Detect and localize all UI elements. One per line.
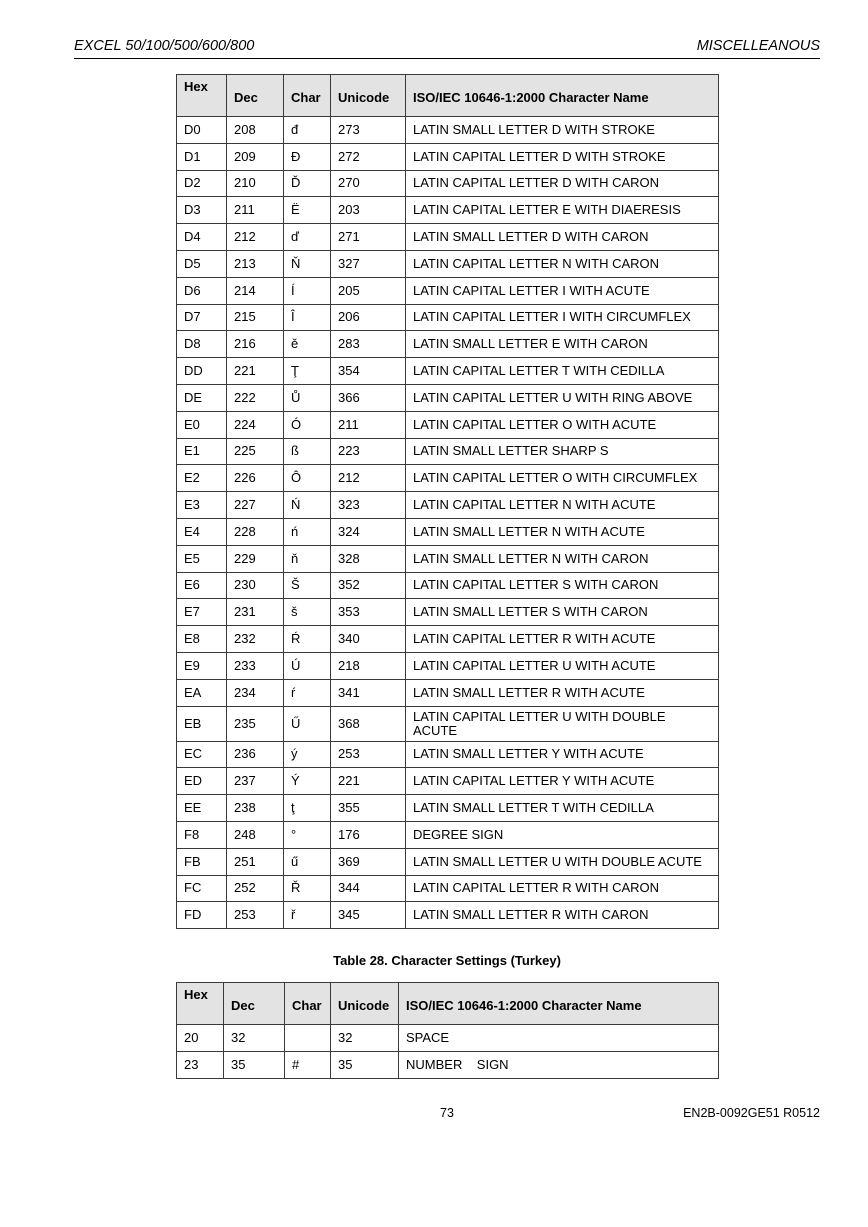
cell-char: Ř	[284, 875, 331, 902]
cell-char: Ů	[284, 384, 331, 411]
cell-unicode: 205	[331, 277, 406, 304]
table-row	[177, 848, 719, 875]
cell-char: Ý	[284, 768, 331, 795]
cell-unicode: 352	[331, 572, 406, 599]
cell-unicode: 273	[331, 117, 406, 144]
cell-dec: 227	[227, 492, 284, 519]
cell-name: LATIN CAPITAL LETTER S WITH CARON	[406, 572, 719, 599]
cell-unicode: 218	[331, 652, 406, 679]
cell-name: LATIN SMALL LETTER Y WITH ACUTE	[406, 741, 719, 768]
cell-char: Ŕ	[284, 626, 331, 653]
cell-unicode: 341	[331, 679, 406, 706]
cell-unicode: 272	[331, 143, 406, 170]
table-row	[177, 1052, 719, 1079]
table-row	[177, 652, 719, 679]
col-header-name: ISO/IEC 10646-1:2000 Character Name	[406, 75, 719, 117]
table-row	[177, 902, 719, 929]
cell-dec: 232	[227, 626, 284, 653]
cell-unicode: 345	[331, 902, 406, 929]
cell-name: DEGREE SIGN	[406, 821, 719, 848]
character-table-turkey	[176, 982, 719, 1079]
cell-name: LATIN CAPITAL LETTER R WITH ACUTE	[406, 626, 719, 653]
cell-char: Í	[284, 277, 331, 304]
cell-name: LATIN SMALL LETTER N WITH ACUTE	[406, 518, 719, 545]
table-row	[177, 438, 719, 465]
cell-unicode: 366	[331, 384, 406, 411]
cell-hex: D6	[177, 277, 227, 304]
cell-unicode: 253	[331, 741, 406, 768]
cell-char: #	[285, 1052, 331, 1079]
cell-char: Ú	[284, 652, 331, 679]
table-row	[177, 411, 719, 438]
cell-dec: 210	[227, 170, 284, 197]
cell-dec: 224	[227, 411, 284, 438]
col-header-char: Char	[285, 983, 331, 1025]
table-row	[177, 465, 719, 492]
cell-unicode: 211	[331, 411, 406, 438]
cell-dec: 228	[227, 518, 284, 545]
cell-name: LATIN CAPITAL LETTER N WITH ACUTE	[406, 492, 719, 519]
cell-hex: FB	[177, 848, 227, 875]
cell-char: ß	[284, 438, 331, 465]
cell-name: LATIN CAPITAL LETTER D WITH CARON	[406, 170, 719, 197]
cell-char: °	[284, 821, 331, 848]
cell-dec: 212	[227, 224, 284, 251]
cell-hex: D1	[177, 143, 227, 170]
cell-name: LATIN CAPITAL LETTER T WITH CEDILLA	[406, 358, 719, 385]
cell-name: LATIN CAPITAL LETTER O WITH CIRCUMFLEX	[406, 465, 719, 492]
cell-name: LATIN CAPITAL LETTER I WITH CIRCUMFLEX	[406, 304, 719, 331]
table-row	[177, 572, 719, 599]
character-table-1	[176, 74, 719, 929]
cell-unicode: 212	[331, 465, 406, 492]
col-header-hex: Hex	[177, 983, 224, 1025]
page-header	[74, 36, 820, 59]
cell-hex: EE	[177, 795, 227, 822]
cell-dec: 231	[227, 599, 284, 626]
cell-hex: E8	[177, 626, 227, 653]
cell-unicode: 354	[331, 358, 406, 385]
cell-hex: DD	[177, 358, 227, 385]
table-header-row	[177, 75, 719, 117]
cell-dec: 208	[227, 117, 284, 144]
cell-name: LATIN SMALL LETTER N WITH CARON	[406, 545, 719, 572]
table-row	[177, 250, 719, 277]
cell-hex: FC	[177, 875, 227, 902]
cell-unicode: 324	[331, 518, 406, 545]
cell-unicode: 368	[331, 706, 406, 741]
cell-unicode: 328	[331, 545, 406, 572]
cell-dec: 222	[227, 384, 284, 411]
cell-dec: 213	[227, 250, 284, 277]
cell-name: LATIN SMALL LETTER S WITH CARON	[406, 599, 719, 626]
cell-dec: 238	[227, 795, 284, 822]
table-row	[177, 277, 719, 304]
cell-unicode: 271	[331, 224, 406, 251]
cell-hex: 20	[177, 1025, 224, 1052]
cell-unicode: 344	[331, 875, 406, 902]
cell-hex: EC	[177, 741, 227, 768]
cell-unicode: 340	[331, 626, 406, 653]
cell-unicode: 369	[331, 848, 406, 875]
cell-hex: ED	[177, 768, 227, 795]
cell-name: LATIN CAPITAL LETTER U WITH DOUBLE ACUTE	[406, 706, 719, 741]
table-row	[177, 545, 719, 572]
cell-dec: 226	[227, 465, 284, 492]
header-section-title: MISCELLEANOUS	[696, 38, 820, 54]
cell-hex: EB	[177, 706, 227, 741]
cell-unicode: 32	[331, 1025, 399, 1052]
table-row	[177, 384, 719, 411]
table-row	[177, 518, 719, 545]
cell-name: NUMBER SIGN	[399, 1052, 719, 1079]
cell-dec: 237	[227, 768, 284, 795]
cell-char: ń	[284, 518, 331, 545]
cell-hex: D2	[177, 170, 227, 197]
table-row	[177, 492, 719, 519]
cell-dec: 216	[227, 331, 284, 358]
table-row	[177, 224, 719, 251]
page-number: 73	[440, 1106, 454, 1120]
cell-unicode: 203	[331, 197, 406, 224]
table-row	[177, 358, 719, 385]
cell-dec: 35	[224, 1052, 285, 1079]
table-row	[177, 143, 719, 170]
cell-hex: E7	[177, 599, 227, 626]
cell-unicode: 270	[331, 170, 406, 197]
cell-hex: D5	[177, 250, 227, 277]
cell-dec: 209	[227, 143, 284, 170]
cell-hex: E0	[177, 411, 227, 438]
cell-char: ý	[284, 741, 331, 768]
cell-name: LATIN CAPITAL LETTER E WITH DIAERESIS	[406, 197, 719, 224]
cell-hex: 23	[177, 1052, 224, 1079]
cell-char: Ď	[284, 170, 331, 197]
col-header-name: ISO/IEC 10646-1:2000 Character Name	[399, 983, 719, 1025]
cell-dec: 230	[227, 572, 284, 599]
cell-char: ţ	[284, 795, 331, 822]
cell-name: LATIN CAPITAL LETTER N WITH CARON	[406, 250, 719, 277]
cell-hex: E3	[177, 492, 227, 519]
col-header-hex: Hex	[177, 75, 227, 117]
cell-dec: 211	[227, 197, 284, 224]
cell-dec: 234	[227, 679, 284, 706]
table-row	[177, 331, 719, 358]
cell-hex: E4	[177, 518, 227, 545]
cell-hex: E6	[177, 572, 227, 599]
cell-char: Ň	[284, 250, 331, 277]
cell-dec: 235	[227, 706, 284, 741]
cell-unicode: 283	[331, 331, 406, 358]
cell-name: LATIN SMALL LETTER D WITH STROKE	[406, 117, 719, 144]
table-row	[177, 626, 719, 653]
cell-hex: E1	[177, 438, 227, 465]
table-row	[177, 768, 719, 795]
cell-char: Ó	[284, 411, 331, 438]
cell-dec: 229	[227, 545, 284, 572]
table-header-row	[177, 983, 719, 1025]
col-header-unicode: Unicode	[331, 75, 406, 117]
table-row	[177, 1025, 719, 1052]
cell-hex: E9	[177, 652, 227, 679]
col-header-dec: Dec	[227, 75, 284, 117]
table-row	[177, 197, 719, 224]
document-id: EN2B-0092GE51 R0512	[683, 1106, 820, 1120]
cell-name: LATIN CAPITAL LETTER Y WITH ACUTE	[406, 768, 719, 795]
cell-char: đ	[284, 117, 331, 144]
cell-char: ř	[284, 902, 331, 929]
cell-name: LATIN SMALL LETTER T WITH CEDILLA	[406, 795, 719, 822]
table-row	[177, 706, 719, 741]
table-row	[177, 821, 719, 848]
cell-dec: 236	[227, 741, 284, 768]
cell-char: š	[284, 599, 331, 626]
cell-dec: 214	[227, 277, 284, 304]
cell-dec: 221	[227, 358, 284, 385]
cell-char: Ë	[284, 197, 331, 224]
col-header-unicode: Unicode	[331, 983, 399, 1025]
cell-hex: D0	[177, 117, 227, 144]
cell-char: Î	[284, 304, 331, 331]
cell-name: LATIN SMALL LETTER D WITH CARON	[406, 224, 719, 251]
cell-dec: 215	[227, 304, 284, 331]
cell-hex: E2	[177, 465, 227, 492]
cell-char: Ű	[284, 706, 331, 741]
cell-char: Ţ	[284, 358, 331, 385]
table-row	[177, 875, 719, 902]
col-header-dec: Dec	[224, 983, 285, 1025]
cell-name: LATIN CAPITAL LETTER I WITH ACUTE	[406, 277, 719, 304]
table-row	[177, 304, 719, 331]
table-row	[177, 795, 719, 822]
cell-unicode: 221	[331, 768, 406, 795]
cell-unicode: 206	[331, 304, 406, 331]
cell-hex: D8	[177, 331, 227, 358]
cell-char: ď	[284, 224, 331, 251]
table-caption: Table 28. Character Settings (Turkey)	[333, 953, 561, 968]
table-row	[177, 679, 719, 706]
cell-hex: E5	[177, 545, 227, 572]
table-row	[177, 170, 719, 197]
cell-hex: D4	[177, 224, 227, 251]
cell-unicode: 176	[331, 821, 406, 848]
cell-unicode: 327	[331, 250, 406, 277]
cell-name: LATIN SMALL LETTER R WITH CARON	[406, 902, 719, 929]
cell-hex: EA	[177, 679, 227, 706]
cell-dec: 248	[227, 821, 284, 848]
cell-unicode: 353	[331, 599, 406, 626]
cell-hex: D7	[177, 304, 227, 331]
cell-char: Đ	[284, 143, 331, 170]
cell-dec: 32	[224, 1025, 285, 1052]
cell-name: LATIN CAPITAL LETTER U WITH RING ABOVE	[406, 384, 719, 411]
cell-name: LATIN CAPITAL LETTER R WITH CARON	[406, 875, 719, 902]
cell-name: LATIN CAPITAL LETTER D WITH STROKE	[406, 143, 719, 170]
cell-char: ň	[284, 545, 331, 572]
cell-name: LATIN CAPITAL LETTER O WITH ACUTE	[406, 411, 719, 438]
table-row	[177, 599, 719, 626]
cell-name: LATIN SMALL LETTER R WITH ACUTE	[406, 679, 719, 706]
table-row	[177, 741, 719, 768]
cell-name: LATIN SMALL LETTER SHARP S	[406, 438, 719, 465]
cell-name: LATIN CAPITAL LETTER U WITH ACUTE	[406, 652, 719, 679]
cell-dec: 251	[227, 848, 284, 875]
cell-hex: DE	[177, 384, 227, 411]
cell-unicode: 323	[331, 492, 406, 519]
cell-name: LATIN SMALL LETTER E WITH CARON	[406, 331, 719, 358]
cell-char: Š	[284, 572, 331, 599]
col-header-char: Char	[284, 75, 331, 117]
cell-hex: FD	[177, 902, 227, 929]
cell-hex: D3	[177, 197, 227, 224]
cell-dec: 225	[227, 438, 284, 465]
cell-unicode: 355	[331, 795, 406, 822]
cell-char: ě	[284, 331, 331, 358]
cell-name: LATIN SMALL LETTER U WITH DOUBLE ACUTE	[406, 848, 719, 875]
table-row	[177, 117, 719, 144]
cell-char: ű	[284, 848, 331, 875]
header-product-title: EXCEL 50/100/500/600/800	[74, 38, 255, 54]
cell-dec: 252	[227, 875, 284, 902]
cell-char: Ń	[284, 492, 331, 519]
cell-unicode: 223	[331, 438, 406, 465]
cell-hex: F8	[177, 821, 227, 848]
cell-char: ŕ	[284, 679, 331, 706]
cell-name: SPACE	[399, 1025, 719, 1052]
cell-unicode: 35	[331, 1052, 399, 1079]
cell-char	[285, 1025, 331, 1052]
cell-dec: 253	[227, 902, 284, 929]
cell-char: Ô	[284, 465, 331, 492]
cell-dec: 233	[227, 652, 284, 679]
